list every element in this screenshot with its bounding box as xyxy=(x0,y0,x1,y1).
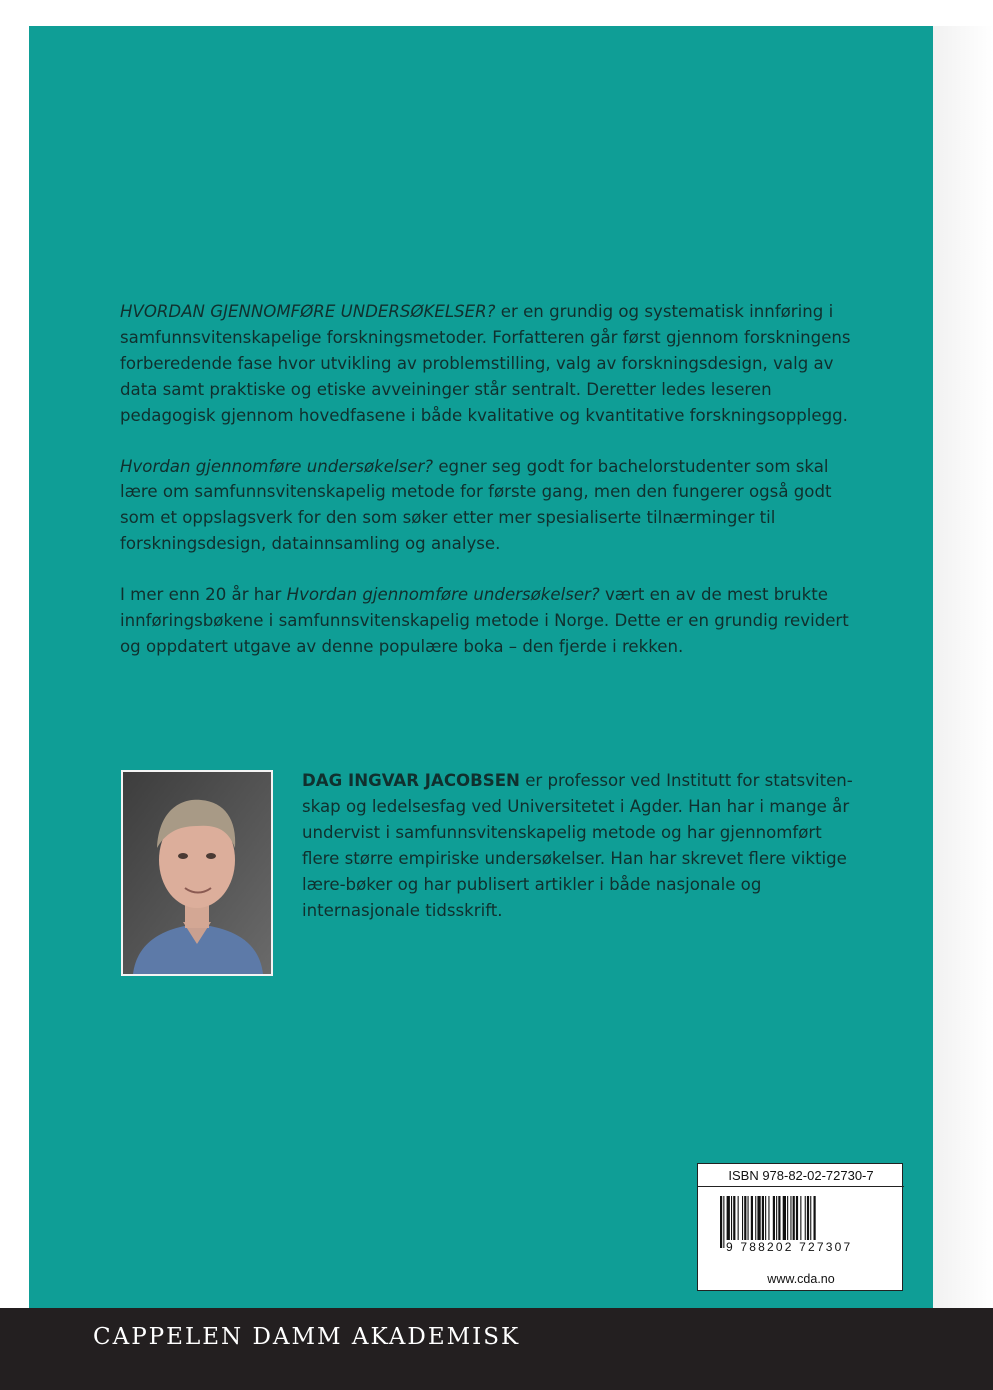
isbn-label: ISBN 978-82-02-72730-7 xyxy=(728,1168,874,1183)
book-title-caps: HVORDAN GJENNOMFØRE UNDERSØKELSER? xyxy=(120,302,496,321)
author-photo xyxy=(121,770,273,976)
page-edge xyxy=(933,26,993,1308)
blurb-text xyxy=(120,299,865,685)
barcode-digits: 9 788202 727307 xyxy=(726,1240,886,1254)
publisher-name: CAPPELEN DAMM AKADEMISK xyxy=(93,1324,521,1350)
publisher-url: www.cda.no xyxy=(767,1272,835,1286)
book-title-italic: Hvordan gjennomføre undersøkelser? xyxy=(120,456,434,476)
blurb-paragraph-3: I mer enn 20 år har Hvordan gjennomføre undersøkelser? vært en av de mest brukte innføringsbøkene i samfunnsvitenskapelig metode i Norge. Dette er en grundig revidert og oppdatert utgave av denne populære boka – den fjerde i rekken. xyxy=(120,585,849,656)
book-title-italic: Hvordan gjennomføre undersøkelser? xyxy=(286,585,600,605)
isbn-barcode-box xyxy=(697,1163,903,1291)
blurb-paragraph-1: HVORDAN GJENNOMFØRE UNDERSØKELSER? er en grundig og systematisk innføring i samfunnsvitenskapelige forskningsmetoder. Forfatteren går først gjennom forskningens forberedende fase hvor utvikling av problemstilling, valg av forskningsdesign, valg av data samt praktiske og etiske avveininger står sentralt. Deretter ledes leseren pedagogisk gjennom hovedfasene i både kvalitative og kvantitative forskningsopplegg. xyxy=(120,302,851,425)
barcode-bar xyxy=(723,1196,724,1248)
author-bio: DAG INGVAR JACOBSEN er professor ved Institutt for statsviten-skap og ledelsesfag ved Universitetet i Agder. Han har i mange år undervist i samfunnsvitenskapelig metode og har gjennomført flere større empiriske undersøkelser. Han har skrevet flere viktige lære-bøker og har publisert artikler i både nasjonale og internasjonale tidsskrift. xyxy=(302,771,853,920)
barcode-bar xyxy=(720,1196,722,1248)
author-name: DAG INGVAR JACOBSEN xyxy=(302,771,520,790)
isbn-divider xyxy=(698,1186,904,1187)
blurb-paragraph-2: Hvordan gjennomføre undersøkelser? egner seg godt for bachelorstudenter som skal lære om samfunnsvitenskapelig metode for første gang, men den fungerer også godt som et oppslagsverk for den som søker etter mer spesialiserte tilnærminger til forskningsdesign, datainnsamling og analyse. xyxy=(120,456,832,554)
